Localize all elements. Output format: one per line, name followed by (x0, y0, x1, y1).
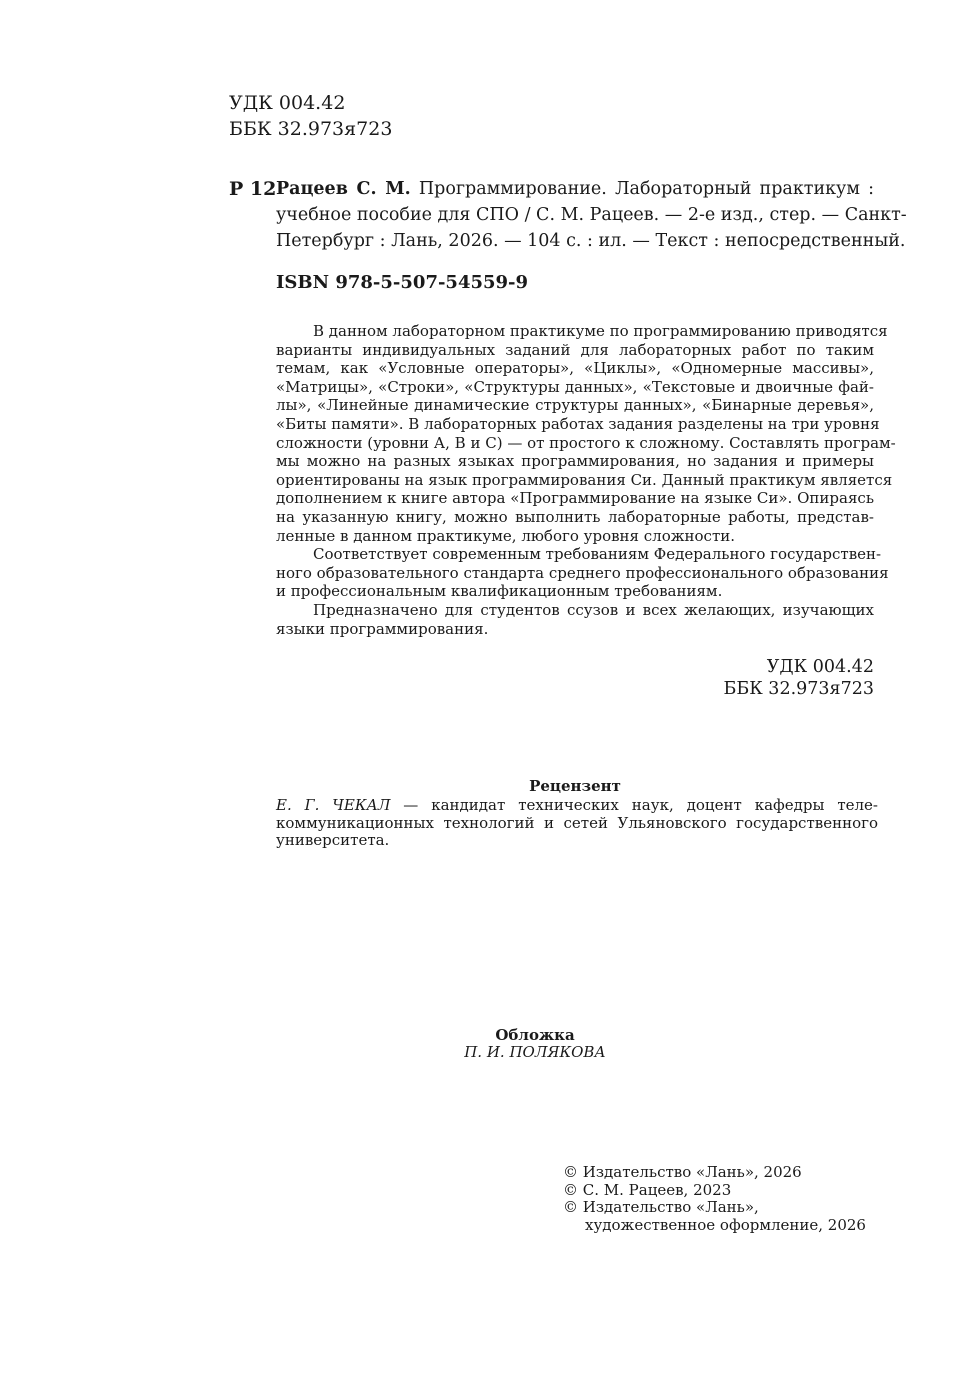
annotation-line: варианты индивидуальных заданий для лабораторных работ по таким (276, 340, 874, 359)
title-text: Программирование. Лабораторный практикум : (410, 179, 874, 199)
classification-bottom (723, 656, 874, 700)
annotation-line: мы можно на разных языках программирования, но задания и примеры (276, 452, 874, 471)
copyright-line: © Издательство «Лань», 2026 (563, 1163, 802, 1181)
author-mark: Р 12 (229, 178, 277, 200)
classification-top (229, 90, 392, 142)
udk-code-bottom: УДК 004.42 (766, 657, 874, 677)
bibliographic-description (276, 176, 907, 254)
copyright-block (563, 1164, 866, 1234)
biblio-line-3: Петербург : Лань, 2026. — 104 с. : ил. — Текст : непосредственный. (276, 231, 906, 251)
annotation-line: дополнением к книге автора «Программирование на языке Си». Опираясь (276, 489, 874, 508)
annotation-line: Соответствует современным требованиям Федерального государствен- (313, 545, 882, 564)
annotation-line: «Матрицы», «Строки», «Структуры данных», «Текстовые и двоичные фай- (276, 377, 874, 396)
biblio-line-1 (276, 176, 874, 202)
reviewer-line-3: университета. (276, 831, 390, 849)
reviewer-line-2: коммуникационных технологий и сетей Ульяновского государственного (276, 813, 878, 832)
annotation-line: «Биты памяти». В лабораторных работах задания разделены на три уровня (276, 414, 880, 433)
reviewer-line-1 (276, 797, 878, 815)
reviewer-heading: Рецензент (529, 777, 621, 795)
reviewer-info (276, 797, 878, 850)
annotation-line: лы», «Линейные динамические структуры данных», «Бинарные деревья», (276, 396, 874, 415)
annotation-line: темам, как «Условные операторы», «Циклы», «Одномерные массивы», (276, 359, 874, 378)
bbk-code: ББК 32.973я723 (229, 118, 393, 140)
annotation-line: ленные в данном практикуме, любого уровня сложности. (276, 526, 736, 545)
annotation-line: ориентированы на язык программирования Си. Данный практикум является (276, 470, 893, 489)
author-name: Рацеев С. М. (276, 179, 411, 199)
udk-code: УДК 004.42 (229, 92, 346, 114)
cover-heading: Обложка (495, 1026, 575, 1044)
annotation-line: и профессиональным квалификационным требованиям. (276, 582, 723, 601)
isbn: ISBN 978-5-507-54559-9 (276, 272, 529, 293)
annotation-line: языки программирования. (276, 619, 489, 638)
copyright-line: © Издательство «Лань», (563, 1198, 759, 1216)
annotation (276, 322, 896, 638)
reviewer-credentials: — кандидат технических наук, доцент кафедры теле- (390, 796, 878, 814)
copyright-line: © С. М. Рацеев, 2023 (563, 1180, 732, 1199)
cover-designer: П. И. ПОЛЯКОВА (464, 1043, 606, 1061)
biblio-line-2: учебное пособие для СПО / С. М. Рацеев. — 2-е изд., стер. — Санкт- (276, 205, 907, 225)
copyright-line: художественное оформление, 2026 (585, 1215, 866, 1234)
annotation-line: сложности (уровни А, В и С) — от простого к сложному. Составлять програм- (276, 433, 896, 452)
reviewer-name: Е. Г. ЧЕКАЛ (276, 796, 391, 814)
annotation-line: на указанную книгу, можно выполнить лабораторные работы, представ- (276, 507, 874, 526)
bbk-code-bottom: ББК 32.973я723 (723, 679, 874, 699)
annotation-line: Предназначено для студентов ссузов и всех желающих, изучающих (313, 600, 874, 619)
annotation-line: ного образовательного стандарта среднего профессионального образования (276, 563, 889, 582)
annotation-line: В данном лабораторном практикуме по программированию приводятся (313, 322, 888, 340)
